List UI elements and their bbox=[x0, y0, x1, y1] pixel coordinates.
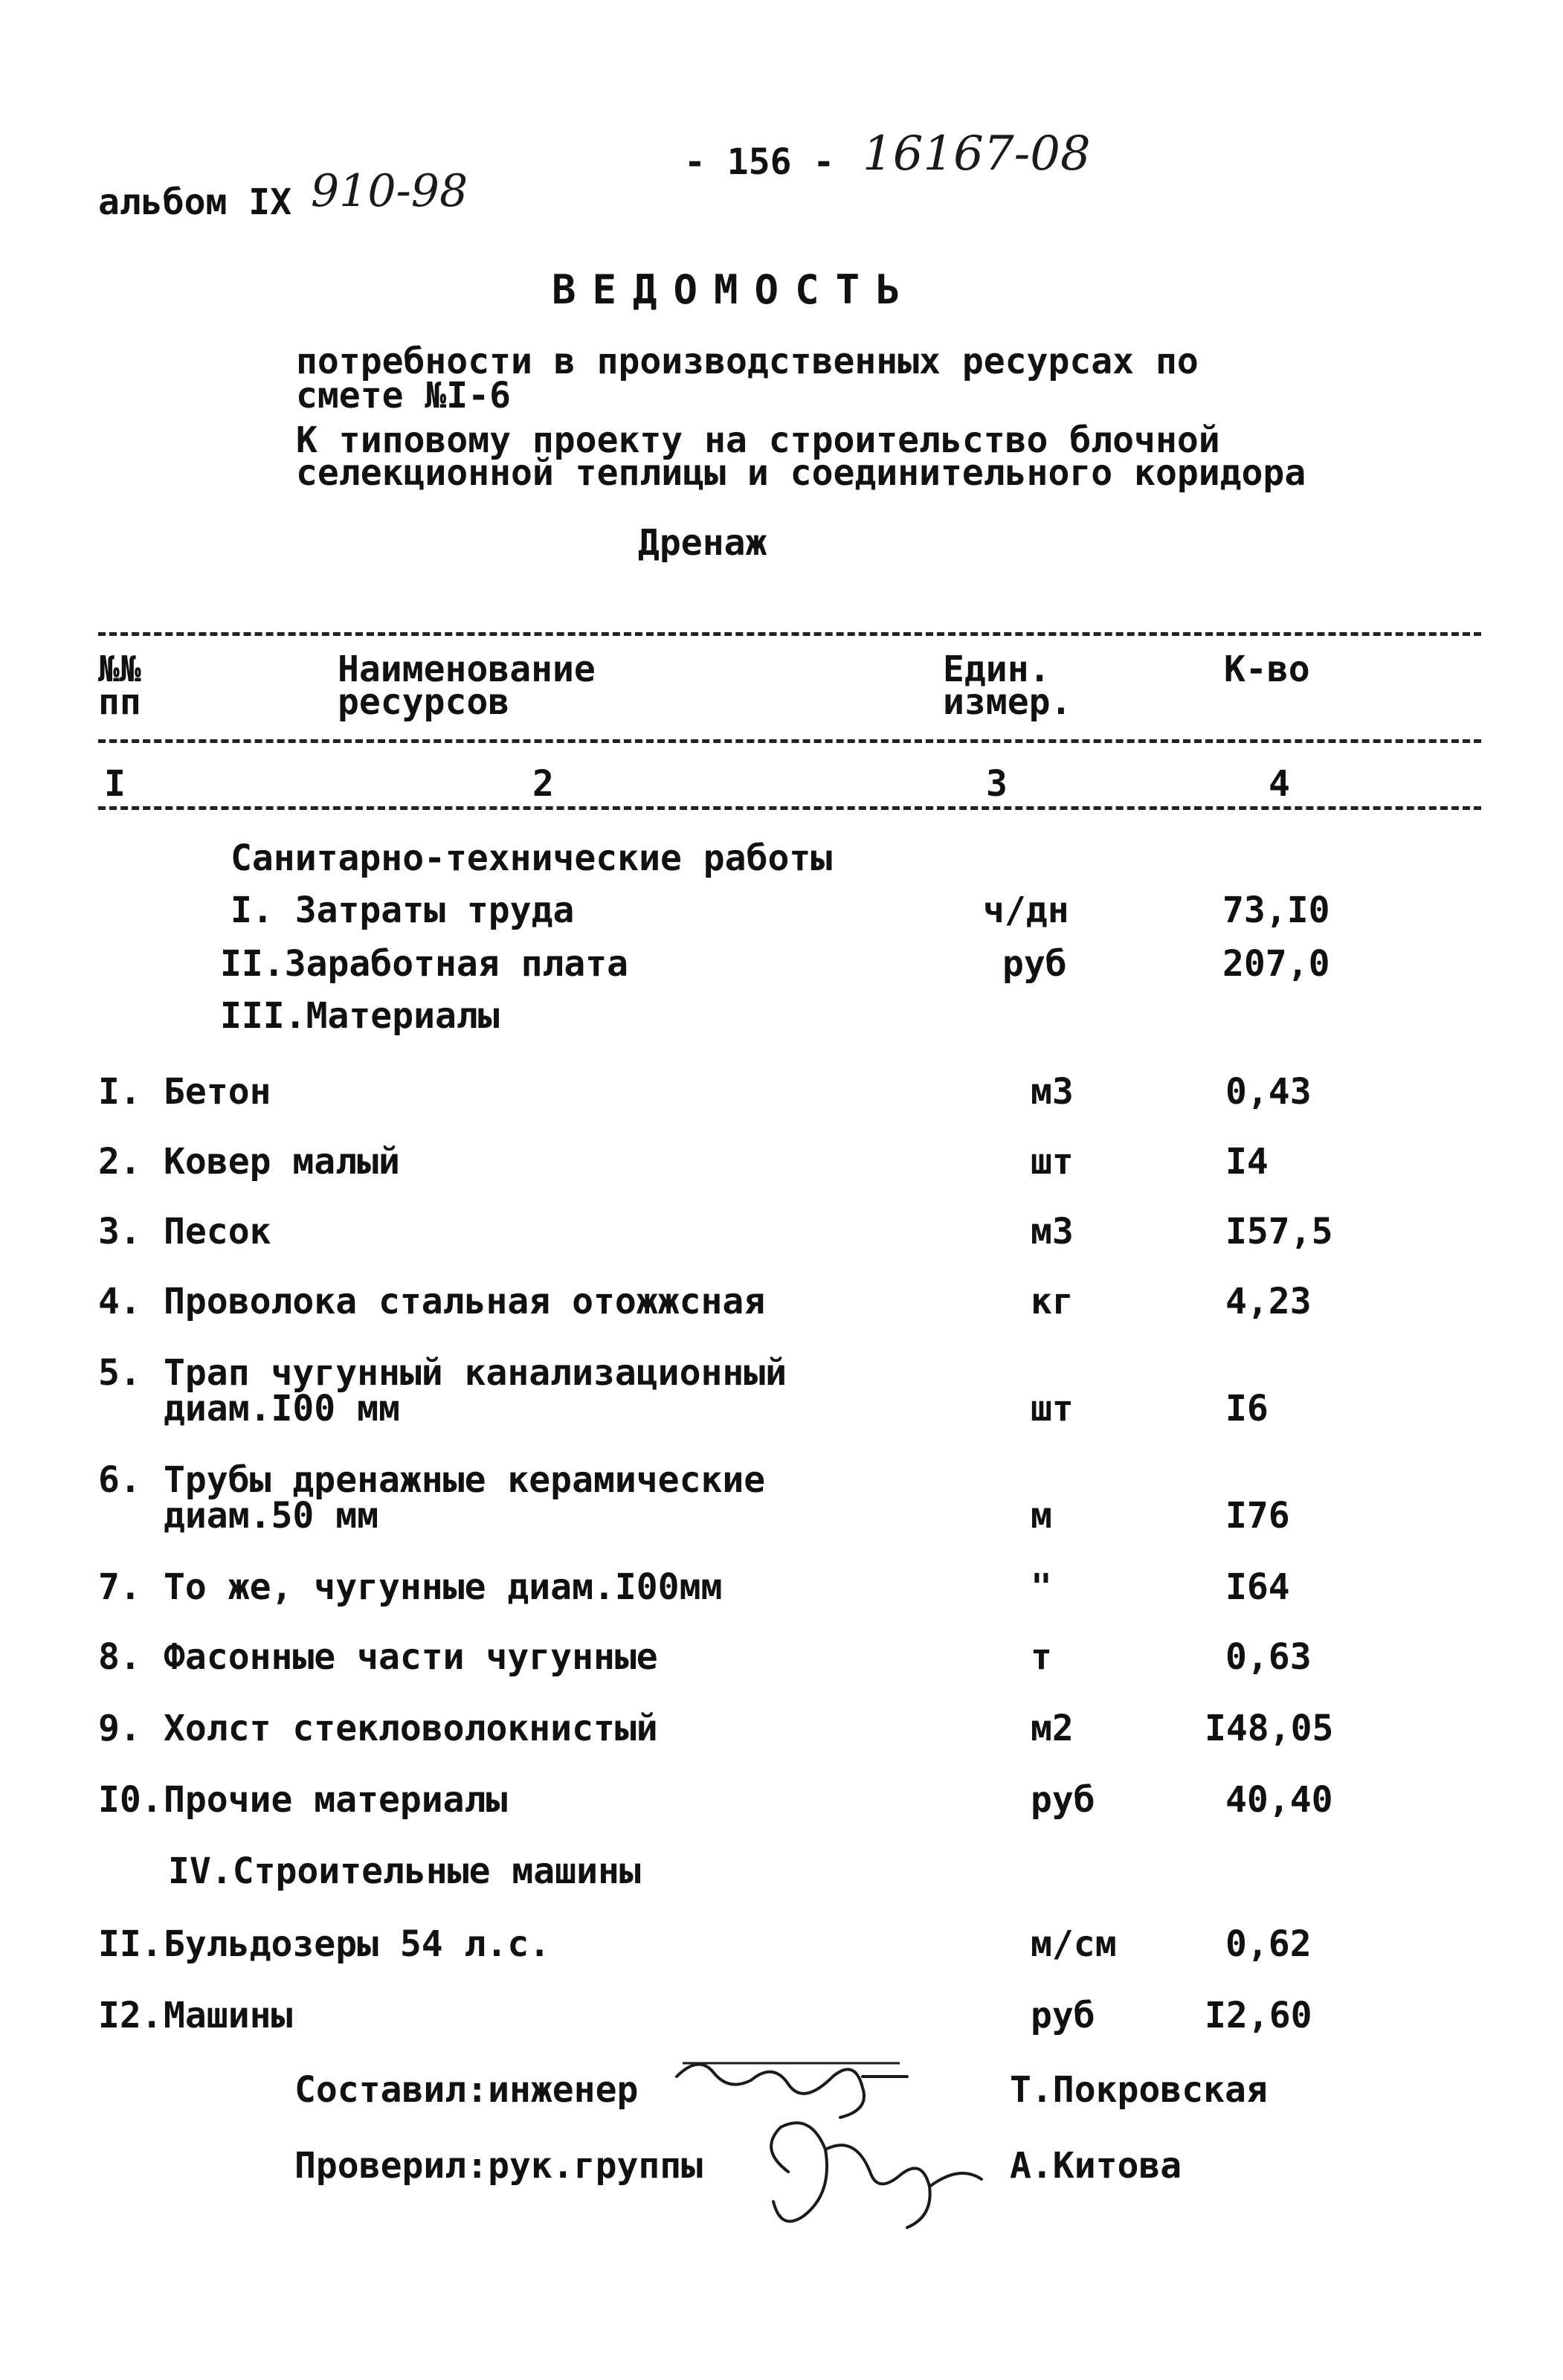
material-row-quantity: 0,63 bbox=[1225, 1636, 1312, 1678]
column-number-1: I bbox=[104, 763, 126, 805]
material-row-unit: кг bbox=[1031, 1281, 1074, 1322]
material-row-unit: м bbox=[1031, 1495, 1052, 1537]
machine-row-name: Бульдозеры 54 л.с. bbox=[164, 1923, 551, 1965]
album-handwritten-code: 910-98 bbox=[311, 165, 468, 217]
compiled-by-label: Составил:инженер bbox=[294, 2069, 639, 2111]
material-row-unit: м2 bbox=[1031, 1708, 1074, 1749]
document-code-handwritten: 16167-08 bbox=[863, 126, 1091, 181]
subtitle-line-2: смете №I-6 bbox=[296, 375, 511, 416]
document-title: ВЕДОМОСТЬ bbox=[552, 266, 917, 313]
summary-row-unit: ч/дн bbox=[983, 890, 1069, 931]
header-num-line2: пп bbox=[98, 681, 141, 723]
material-row-number: 2. bbox=[98, 1141, 141, 1183]
material-row-name-continued: диам.I00 мм bbox=[164, 1388, 400, 1429]
material-row-number: 4. bbox=[98, 1281, 141, 1322]
material-row-name: Ковер малый bbox=[164, 1141, 400, 1183]
machine-row-name: Машины bbox=[164, 1995, 293, 2036]
material-row-name: Прочие материалы bbox=[164, 1779, 508, 1821]
material-row-quantity: I64 bbox=[1225, 1566, 1290, 1608]
material-row-unit: " bbox=[1031, 1566, 1052, 1608]
checker-signature bbox=[744, 2105, 989, 2239]
summary-row-unit: руб bbox=[1002, 943, 1067, 985]
machines-section-title: IV.Строительные машины bbox=[168, 1850, 641, 1892]
material-row-number: 8. bbox=[98, 1636, 141, 1678]
column-number-3: 3 bbox=[986, 763, 1008, 805]
machine-row-unit: руб bbox=[1031, 1995, 1095, 2036]
header-unit-line2: измер. bbox=[943, 681, 1072, 723]
material-row-number: I. bbox=[98, 1071, 141, 1113]
summary-row-label: III.Материалы bbox=[220, 995, 500, 1037]
material-row-number: 5. bbox=[98, 1352, 141, 1394]
header-bottom-rule bbox=[98, 739, 1481, 743]
summary-row-label: I. Затраты труда bbox=[231, 890, 575, 931]
material-row-quantity: I4 bbox=[1225, 1141, 1269, 1183]
page-number: - 156 - bbox=[684, 141, 835, 183]
material-row-unit: шт bbox=[1031, 1388, 1074, 1429]
machine-row-number: II. bbox=[98, 1923, 163, 1965]
material-row-name: Песок bbox=[164, 1211, 271, 1252]
material-row-number: 9. bbox=[98, 1708, 141, 1749]
group-title: Санитарно-технические работы bbox=[231, 837, 833, 879]
material-row-unit: шт bbox=[1031, 1141, 1074, 1183]
material-row-name-continued: диам.50 мм bbox=[164, 1495, 378, 1537]
subtitle-line-1: потребности в производственных ресурсах по bbox=[296, 341, 1199, 382]
section-title: Дренаж bbox=[638, 522, 767, 564]
material-row-name: Бетон bbox=[164, 1071, 271, 1113]
material-row-number: 3. bbox=[98, 1211, 141, 1252]
table-top-rule bbox=[98, 632, 1481, 636]
material-row-name: То же, чугунные диам.I00мм bbox=[164, 1566, 723, 1608]
material-row-name: Фасонные части чугунные bbox=[164, 1636, 658, 1678]
header-quantity: К-во bbox=[1224, 649, 1310, 690]
material-row-name: Трап чугунный канализационный bbox=[164, 1352, 787, 1394]
material-row-unit: м3 bbox=[1031, 1211, 1074, 1252]
machine-row-unit: м/см bbox=[1031, 1923, 1117, 1965]
album-label: альбом IX bbox=[98, 181, 292, 223]
checked-by-label: Проверил:рук.группы bbox=[294, 2145, 703, 2187]
compiled-by-name: Т.Покровская bbox=[1010, 2069, 1268, 2111]
header-num-line1: №№ bbox=[98, 649, 141, 690]
summary-row-label: II.Заработная плата bbox=[220, 943, 629, 985]
material-row-unit: м3 bbox=[1031, 1071, 1074, 1113]
material-row-quantity: I57,5 bbox=[1225, 1211, 1333, 1252]
material-row-name: Холст стекловолокнистый bbox=[164, 1708, 658, 1749]
material-row-quantity: 4,23 bbox=[1225, 1281, 1312, 1322]
machine-row-number: I2. bbox=[98, 1995, 163, 2036]
material-row-unit: т bbox=[1031, 1636, 1052, 1678]
material-row-quantity: I76 bbox=[1225, 1495, 1290, 1537]
machine-row-quantity: 0,62 bbox=[1225, 1923, 1312, 1965]
summary-row-quantity: 207,0 bbox=[1222, 943, 1330, 985]
material-row-quantity: 0,43 bbox=[1225, 1071, 1312, 1113]
subtitle-line-3: К типовому проекту на строительство блочной bbox=[296, 419, 1220, 461]
material-row-quantity: I6 bbox=[1225, 1388, 1269, 1429]
material-row-name: Проволока стальная отожжсная bbox=[164, 1281, 766, 1322]
material-row-number: 7. bbox=[98, 1566, 141, 1608]
header-name-line2: ресурсов bbox=[338, 681, 510, 723]
material-row-quantity: 40,40 bbox=[1225, 1779, 1333, 1821]
summary-row-quantity: 73,I0 bbox=[1222, 890, 1330, 931]
subtitle-line-4: селекционной теплицы и соединительного коридора bbox=[296, 452, 1306, 494]
material-row-number: 6. bbox=[98, 1459, 141, 1501]
material-row-number: I0. bbox=[98, 1779, 163, 1821]
column-numbers-rule bbox=[98, 806, 1481, 810]
material-row-quantity: I48,05 bbox=[1205, 1708, 1334, 1749]
header-name-line1: Наименование bbox=[338, 649, 596, 690]
checked-by-name: А.Китова bbox=[1010, 2145, 1182, 2187]
material-row-name: Трубы дренажные керамические bbox=[164, 1459, 766, 1501]
material-row-unit: руб bbox=[1031, 1779, 1095, 1821]
header-unit-line1: Един. bbox=[943, 649, 1051, 690]
machine-row-quantity: I2,60 bbox=[1205, 1995, 1312, 2036]
column-number-2: 2 bbox=[532, 763, 554, 805]
column-number-4: 4 bbox=[1269, 763, 1290, 805]
